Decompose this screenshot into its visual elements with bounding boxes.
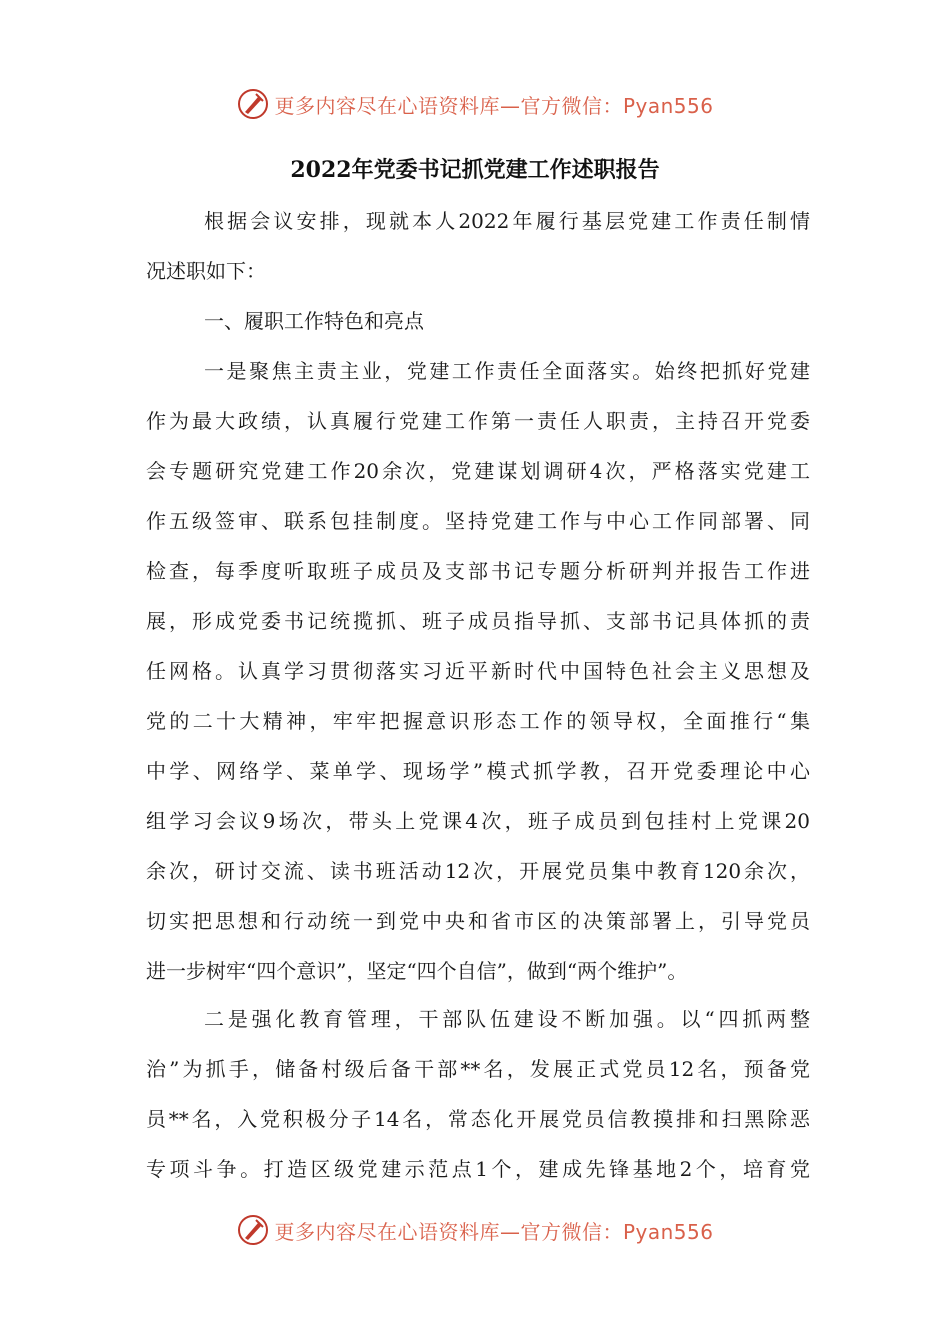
document-title: 2022年党委书记抓党建工作述职报告 [290,157,660,183]
text-line: 专项斗争。打造区级党建示范点1个，建成先锋基地2个，培育党 [146,1157,810,1181]
text-line: 中学、网络学、菜单学、现场学”模式抓学教，召开党委理论中心 [146,759,810,783]
text-line: 况述职如下： [146,259,266,283]
text-line: 余次，研讨交流、读书班活动12次，开展党员集中教育120余次， [146,859,810,883]
text-line: 展，形成党委书记统揽抓、班子成员指导抓、支部书记具体抓的责 [146,609,810,633]
text-line: 一是聚焦主责主业，党建工作责任全面落实。始终把抓好党建 [204,359,810,383]
text-line: 员**名，入党积极分子14名，常态化开展党员信教摸排和扫黑除恶 [146,1107,810,1131]
point2-paragraph [146,994,810,1194]
intro-paragraph [146,196,810,296]
text-line: 会专题研究党建工作20余次，党建谋划调研4次，严格落实党建工 [146,459,810,483]
point1-paragraph [146,346,810,996]
section-heading [146,296,810,346]
text-line: 治”为抓手，储备村级后备干部**名，发展正式党员12名，预备党 [146,1057,810,1081]
pen-circle-logo-icon [236,1213,270,1247]
section1-heading: 一、履职工作特色和亮点 [204,309,424,333]
pen-circle-logo-icon [236,87,270,121]
text-line: 根据会议安排，现就本人2022年履行基层党建工作责任制情 [204,209,810,233]
text-line: 任网格。认真学习贯彻落实习近平新时代中国特色社会主义思想及 [146,659,810,683]
text-line: 作五级签审、联系包挂制度。坚持党建工作与中心工作同部署、同 [146,509,810,533]
watermark-text: 更多内容尽在心语资料库—官方微信：Pyan556 [274,1219,714,1244]
text-line: 组学习会议9场次，带头上党课4次，班子成员到包挂村上党课20 [146,809,810,833]
text-line: 进一步树牢“四个意识”，坚定“四个自信”，做到“两个维护”。 [146,959,688,983]
watermark-text: 更多内容尽在心语资料库—官方微信：Pyan556 [274,93,714,118]
watermark-header [0,84,950,124]
text-line: 作为最大政绩，认真履行党建工作第一责任人职责，主持召开党委 [146,409,810,433]
text-line: 党的二十大精神，牢牢把握意识形态工作的领导权，全面推行“集 [146,709,810,733]
watermark-footer [0,1210,950,1250]
text-line: 检查，每季度听取班子成员及支部书记专题分析研判并报告工作进 [146,559,810,583]
text-line: 二是强化教育管理，干部队伍建设不断加强。以“四抓两整 [204,1007,810,1031]
text-line: 切实把思想和行动统一到党中央和省市区的决策部署上，引导党员 [146,909,810,933]
